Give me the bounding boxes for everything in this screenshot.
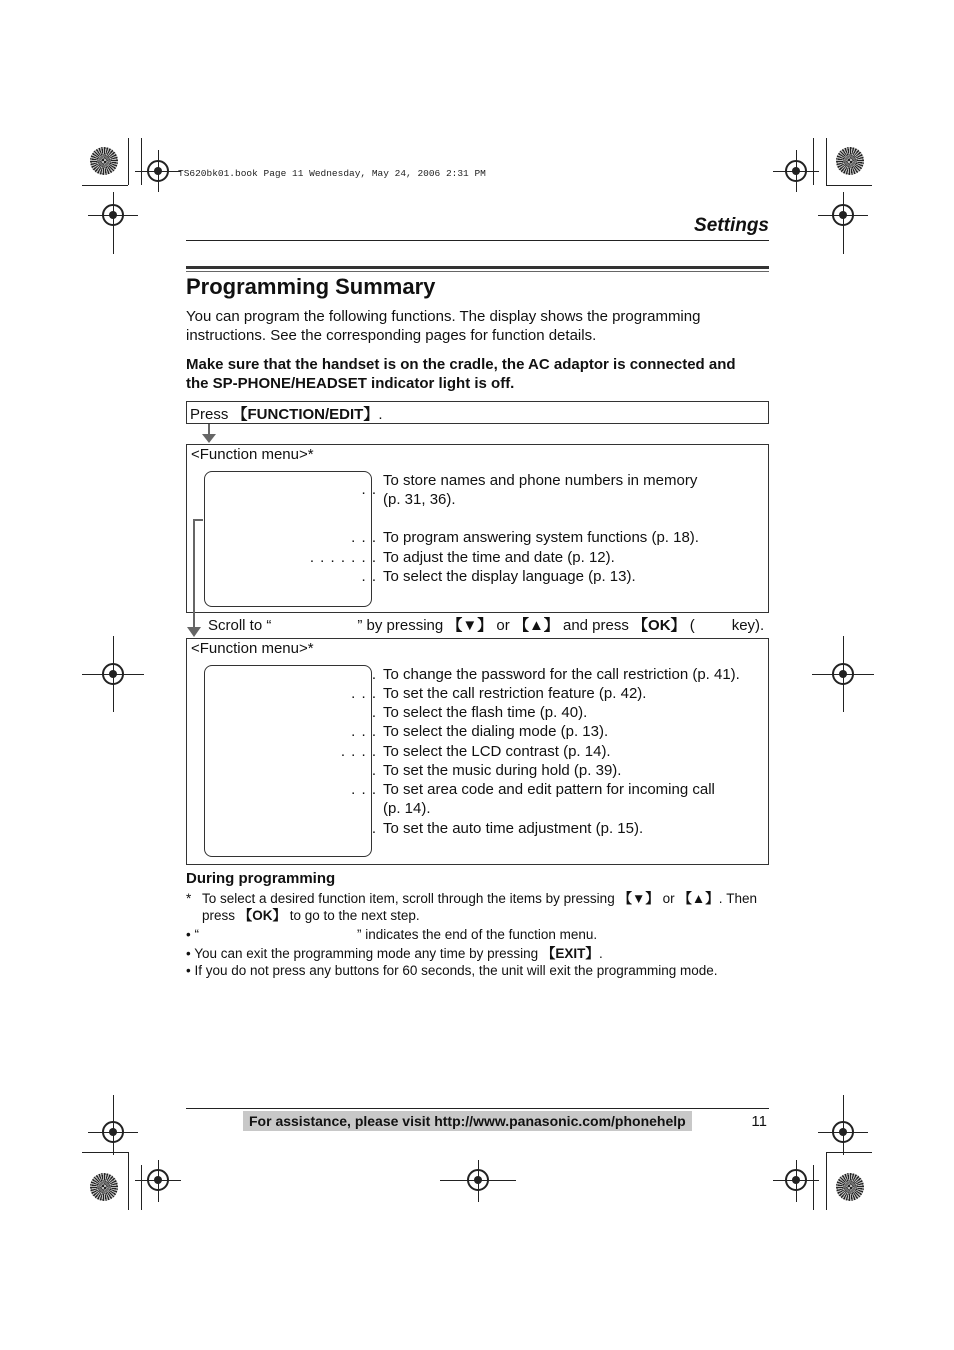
assistance-link[interactable]: For assistance, please visit http://www.panasonic.com/phonehelp: [243, 1111, 692, 1131]
registration-rosette-icon: [90, 1173, 118, 1201]
function-menu-label: <Function menu>*: [191, 446, 314, 463]
function-menu-label: <Function menu>*: [191, 640, 314, 657]
note-line: [202, 907, 769, 924]
note-star: *: [186, 891, 192, 906]
menu-leader: . . . . . . .: [309, 549, 377, 566]
menu-item: (p. 31, 36).: [383, 491, 456, 508]
press-prefix: Press: [190, 406, 233, 423]
title-rule-thin: [186, 271, 769, 272]
crosshair-icon: [832, 1121, 854, 1143]
note-line: [202, 890, 769, 907]
menu-item: To set the auto time adjustment (p. 15).: [383, 820, 644, 837]
page-number: 11: [751, 1113, 767, 1130]
scroll-connector: [193, 519, 195, 628]
during-heading: During programming: [186, 870, 336, 887]
menu-leader: . .: [361, 568, 377, 585]
menu-item: To change the password for the call restriction (p. 41).: [383, 666, 740, 683]
scroll-text: or: [492, 617, 514, 634]
menu-item: To set the call restriction feature (p. 42).: [383, 685, 647, 702]
menu-leader: .: [371, 666, 377, 683]
ok-key: 【OK】: [238, 908, 287, 923]
menu-leader: . .: [361, 481, 377, 498]
crosshair-icon: [102, 204, 124, 226]
menu-leader: . . .: [351, 685, 377, 702]
crosshair-icon: [102, 663, 124, 685]
notice-line: the SP-PHONE/HEADSET indicator light is off.: [186, 375, 515, 392]
title-rule: [186, 266, 769, 269]
down-key: 【▼】: [447, 617, 493, 634]
menu-leader: . . .: [351, 529, 377, 546]
menu-item: To set the music during hold (p. 39).: [383, 762, 622, 779]
flow-arrowhead-icon: [187, 627, 201, 637]
menu-item: To select the display language (p. 13).: [383, 568, 636, 585]
notice-paragraph: [186, 355, 769, 393]
menu-item: (p. 14).: [383, 800, 431, 817]
bullet-timeout: • If you do not press any buttons for 60 seconds, the unit will exit the programming mode.: [186, 963, 718, 978]
menu-leader: . . .: [351, 723, 377, 740]
note-text: to go to the next step.: [286, 908, 420, 923]
lcd-display: [204, 471, 372, 607]
crosshair-icon: [832, 663, 854, 685]
menu-item: To set area code and edit pattern for incoming call: [383, 781, 715, 798]
intro-paragraph: [186, 307, 769, 345]
up-key: 【▲】: [513, 617, 559, 634]
bullet-text: ” indicates the end of the function menu.: [356, 927, 598, 942]
print-header: TS620bk01.book Page 11 Wednesday, May 24, 2006 2:31 PM: [178, 168, 486, 179]
scroll-text: (: [685, 617, 695, 634]
bullet-exit: [186, 945, 603, 962]
menu-item: To select the flash time (p. 40).: [383, 704, 588, 721]
crosshair-icon: [785, 160, 807, 182]
bullet-end-of-menu: [186, 926, 597, 943]
crosshair-icon: [102, 1121, 124, 1143]
registration-rosette-icon: [836, 147, 864, 175]
note-1: [202, 890, 769, 924]
intro-line: You can program the following functions. The display shows the programming: [186, 308, 701, 325]
notice-line: Make sure that the handset is on the cradle, the AC adaptor is connected and: [186, 356, 736, 373]
registration-rosette-icon: [90, 147, 118, 175]
ok-key: 【OK】: [633, 617, 686, 634]
note-text: or: [658, 891, 679, 906]
page-title: Programming Summary: [186, 274, 436, 299]
crosshair-icon: [832, 204, 854, 226]
crosshair-icon: [147, 160, 169, 182]
crosshair-icon: [785, 1169, 807, 1191]
flow-arrowhead-icon: [202, 434, 216, 443]
note-text: To select a desired function item, scroll through the items by pressing: [202, 891, 619, 906]
crosshair-icon: [147, 1169, 169, 1191]
up-key: 【▲】: [678, 891, 719, 906]
crosshair-icon: [467, 1169, 489, 1191]
scroll-text: and press: [558, 617, 634, 634]
registration-rosette-icon: [836, 1173, 864, 1201]
press-step-box: [186, 401, 769, 424]
exit-key: 【EXIT】: [541, 946, 599, 961]
menu-item: To select the LCD contrast (p. 14).: [383, 743, 611, 760]
menu-item: To store names and phone numbers in memory: [383, 472, 698, 489]
intro-line: instructions. See the corresponding pages for function details.: [186, 327, 597, 344]
menu-item: To select the dialing mode (p. 13).: [383, 723, 609, 740]
note-text: . Then: [718, 891, 757, 906]
scroll-text: ” by pressing: [357, 617, 448, 634]
bullet-text: • You can exit the programming mode any time by pressing: [186, 946, 542, 961]
menu-leader: .: [371, 820, 377, 837]
press-step-text: [190, 403, 383, 424]
note-text: press: [202, 908, 239, 923]
menu-leader: . . . .: [340, 743, 377, 760]
function-edit-key: 【FUNCTION/EDIT】: [232, 406, 379, 423]
menu-item: To program answering system functions (p. 18).: [383, 529, 699, 546]
scroll-step-text: [208, 614, 764, 635]
menu-leader: .: [371, 704, 377, 721]
down-key: 【▼】: [618, 891, 659, 906]
menu-leader: .: [371, 762, 377, 779]
scroll-text: key).: [731, 617, 765, 634]
press-suffix: .: [378, 406, 383, 423]
menu-item: To adjust the time and date (p. 12).: [383, 549, 615, 566]
section-title: Settings: [694, 215, 769, 236]
header-rule: [186, 240, 769, 241]
menu-leader: . . .: [351, 781, 377, 798]
bullet-text: .: [598, 946, 603, 961]
bullet-text: • “: [186, 927, 199, 942]
lcd-display: [204, 665, 372, 857]
scroll-text: Scroll to “: [208, 617, 272, 634]
footer-rule: [186, 1108, 769, 1109]
